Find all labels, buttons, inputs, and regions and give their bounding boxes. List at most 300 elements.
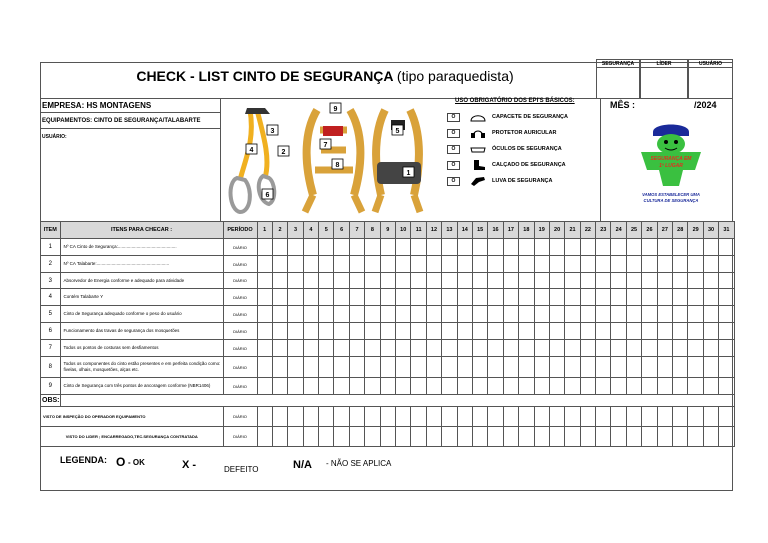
day-check-cell[interactable] — [319, 323, 334, 340]
day-check-cell[interactable] — [611, 256, 626, 273]
day-check-cell[interactable] — [580, 427, 595, 447]
epi-checkbox[interactable]: O — [447, 145, 460, 154]
epi-checkbox[interactable]: O — [447, 113, 460, 122]
obs-field[interactable] — [60, 395, 734, 407]
day-check-cell[interactable] — [657, 239, 672, 256]
day-check-cell[interactable] — [626, 273, 641, 289]
day-check-cell[interactable] — [319, 239, 334, 256]
day-check-cell[interactable] — [719, 427, 734, 447]
day-check-cell[interactable] — [457, 239, 472, 256]
day-check-cell[interactable] — [411, 407, 426, 427]
day-check-cell[interactable] — [272, 357, 287, 378]
day-check-cell[interactable] — [596, 340, 611, 357]
epi-checkbox[interactable]: O — [447, 161, 460, 170]
day-check-cell[interactable] — [288, 323, 303, 340]
day-check-cell[interactable] — [549, 273, 564, 289]
day-check-cell[interactable] — [673, 340, 688, 357]
day-check-cell[interactable] — [488, 357, 503, 378]
day-check-cell[interactable] — [272, 427, 287, 447]
day-check-cell[interactable] — [457, 273, 472, 289]
day-check-cell[interactable] — [549, 340, 564, 357]
day-check-cell[interactable] — [288, 378, 303, 395]
day-check-cell[interactable] — [688, 340, 703, 357]
day-check-cell[interactable] — [596, 239, 611, 256]
day-check-cell[interactable] — [703, 323, 718, 340]
day-check-cell[interactable] — [288, 407, 303, 427]
day-check-cell[interactable] — [549, 306, 564, 323]
day-check-cell[interactable] — [565, 427, 580, 447]
day-check-cell[interactable] — [303, 239, 318, 256]
day-check-cell[interactable] — [272, 239, 287, 256]
day-check-cell[interactable] — [596, 357, 611, 378]
day-check-cell[interactable] — [303, 256, 318, 273]
day-check-cell[interactable] — [580, 378, 595, 395]
day-check-cell[interactable] — [380, 273, 395, 289]
day-check-cell[interactable] — [488, 289, 503, 306]
day-check-cell[interactable] — [565, 239, 580, 256]
day-check-cell[interactable] — [657, 340, 672, 357]
day-check-cell[interactable] — [472, 407, 487, 427]
day-check-cell[interactable] — [349, 427, 364, 447]
day-check-cell[interactable] — [272, 378, 287, 395]
day-check-cell[interactable] — [349, 239, 364, 256]
signature-box-leader[interactable] — [640, 59, 688, 99]
day-check-cell[interactable] — [442, 256, 457, 273]
day-check-cell[interactable] — [703, 407, 718, 427]
day-check-cell[interactable] — [396, 323, 411, 340]
day-check-cell[interactable] — [319, 427, 334, 447]
day-check-cell[interactable] — [549, 289, 564, 306]
day-check-cell[interactable] — [472, 427, 487, 447]
day-check-cell[interactable] — [642, 289, 657, 306]
day-check-cell[interactable] — [626, 378, 641, 395]
day-check-cell[interactable] — [549, 427, 564, 447]
day-check-cell[interactable] — [319, 306, 334, 323]
day-check-cell[interactable] — [380, 323, 395, 340]
day-check-cell[interactable] — [257, 407, 272, 427]
day-check-cell[interactable] — [319, 256, 334, 273]
day-check-cell[interactable] — [580, 340, 595, 357]
day-check-cell[interactable] — [519, 273, 534, 289]
day-check-cell[interactable] — [580, 306, 595, 323]
day-check-cell[interactable] — [719, 306, 734, 323]
day-check-cell[interactable] — [611, 340, 626, 357]
day-check-cell[interactable] — [288, 273, 303, 289]
day-check-cell[interactable] — [673, 273, 688, 289]
day-check-cell[interactable] — [319, 407, 334, 427]
day-check-cell[interactable] — [642, 256, 657, 273]
day-check-cell[interactable] — [580, 273, 595, 289]
day-check-cell[interactable] — [673, 323, 688, 340]
day-check-cell[interactable] — [396, 306, 411, 323]
day-check-cell[interactable] — [488, 378, 503, 395]
day-check-cell[interactable] — [426, 357, 441, 378]
day-check-cell[interactable] — [396, 289, 411, 306]
day-check-cell[interactable] — [703, 340, 718, 357]
day-check-cell[interactable] — [396, 427, 411, 447]
day-check-cell[interactable] — [442, 407, 457, 427]
day-check-cell[interactable] — [703, 427, 718, 447]
day-check-cell[interactable] — [472, 306, 487, 323]
day-check-cell[interactable] — [626, 323, 641, 340]
day-check-cell[interactable] — [596, 256, 611, 273]
day-check-cell[interactable] — [534, 306, 549, 323]
day-check-cell[interactable] — [596, 378, 611, 395]
day-check-cell[interactable] — [534, 407, 549, 427]
day-check-cell[interactable] — [426, 323, 441, 340]
day-check-cell[interactable] — [380, 427, 395, 447]
day-check-cell[interactable] — [565, 256, 580, 273]
day-check-cell[interactable] — [257, 323, 272, 340]
day-check-cell[interactable] — [580, 289, 595, 306]
day-check-cell[interactable] — [442, 378, 457, 395]
day-check-cell[interactable] — [565, 407, 580, 427]
day-check-cell[interactable] — [442, 427, 457, 447]
day-check-cell[interactable] — [534, 256, 549, 273]
day-check-cell[interactable] — [565, 306, 580, 323]
day-check-cell[interactable] — [611, 239, 626, 256]
day-check-cell[interactable] — [611, 407, 626, 427]
day-check-cell[interactable] — [626, 340, 641, 357]
day-check-cell[interactable] — [411, 306, 426, 323]
day-check-cell[interactable] — [642, 323, 657, 340]
day-check-cell[interactable] — [380, 357, 395, 378]
day-check-cell[interactable] — [442, 340, 457, 357]
day-check-cell[interactable] — [334, 273, 349, 289]
day-check-cell[interactable] — [611, 427, 626, 447]
day-check-cell[interactable] — [334, 378, 349, 395]
day-check-cell[interactable] — [426, 407, 441, 427]
day-check-cell[interactable] — [703, 357, 718, 378]
day-check-cell[interactable] — [334, 357, 349, 378]
day-check-cell[interactable] — [303, 427, 318, 447]
day-check-cell[interactable] — [673, 427, 688, 447]
day-check-cell[interactable] — [688, 256, 703, 273]
day-check-cell[interactable] — [319, 340, 334, 357]
day-check-cell[interactable] — [426, 273, 441, 289]
day-check-cell[interactable] — [580, 256, 595, 273]
day-check-cell[interactable] — [611, 323, 626, 340]
day-check-cell[interactable] — [365, 407, 380, 427]
day-check-cell[interactable] — [380, 340, 395, 357]
day-check-cell[interactable] — [349, 306, 364, 323]
day-check-cell[interactable] — [596, 407, 611, 427]
day-check-cell[interactable] — [257, 306, 272, 323]
day-check-cell[interactable] — [257, 256, 272, 273]
day-check-cell[interactable] — [257, 289, 272, 306]
day-check-cell[interactable] — [488, 323, 503, 340]
day-check-cell[interactable] — [411, 239, 426, 256]
day-check-cell[interactable] — [549, 378, 564, 395]
day-check-cell[interactable] — [457, 323, 472, 340]
day-check-cell[interactable] — [657, 427, 672, 447]
day-check-cell[interactable] — [673, 256, 688, 273]
day-check-cell[interactable] — [411, 273, 426, 289]
day-check-cell[interactable] — [596, 273, 611, 289]
day-check-cell[interactable] — [303, 340, 318, 357]
day-check-cell[interactable] — [688, 357, 703, 378]
day-check-cell[interactable] — [303, 378, 318, 395]
day-check-cell[interactable] — [319, 378, 334, 395]
day-check-cell[interactable] — [303, 273, 318, 289]
day-check-cell[interactable] — [472, 340, 487, 357]
day-check-cell[interactable] — [334, 407, 349, 427]
day-check-cell[interactable] — [519, 340, 534, 357]
day-check-cell[interactable] — [534, 427, 549, 447]
day-check-cell[interactable] — [472, 256, 487, 273]
day-check-cell[interactable] — [349, 357, 364, 378]
day-check-cell[interactable] — [457, 306, 472, 323]
day-check-cell[interactable] — [503, 323, 518, 340]
day-check-cell[interactable] — [349, 289, 364, 306]
day-check-cell[interactable] — [519, 427, 534, 447]
day-check-cell[interactable] — [365, 306, 380, 323]
day-check-cell[interactable] — [626, 306, 641, 323]
day-check-cell[interactable] — [626, 289, 641, 306]
day-check-cell[interactable] — [534, 323, 549, 340]
day-check-cell[interactable] — [288, 306, 303, 323]
day-check-cell[interactable] — [288, 340, 303, 357]
day-check-cell[interactable] — [303, 407, 318, 427]
day-check-cell[interactable] — [503, 273, 518, 289]
day-check-cell[interactable] — [503, 239, 518, 256]
day-check-cell[interactable] — [688, 306, 703, 323]
day-check-cell[interactable] — [642, 357, 657, 378]
day-check-cell[interactable] — [365, 239, 380, 256]
day-check-cell[interactable] — [626, 427, 641, 447]
signature-box-user[interactable] — [688, 59, 733, 99]
day-check-cell[interactable] — [519, 323, 534, 340]
day-check-cell[interactable] — [288, 289, 303, 306]
day-check-cell[interactable] — [257, 273, 272, 289]
day-check-cell[interactable] — [549, 239, 564, 256]
day-check-cell[interactable] — [642, 340, 657, 357]
day-check-cell[interactable] — [565, 323, 580, 340]
day-check-cell[interactable] — [411, 340, 426, 357]
day-check-cell[interactable] — [365, 340, 380, 357]
day-check-cell[interactable] — [703, 273, 718, 289]
day-check-cell[interactable] — [565, 357, 580, 378]
day-check-cell[interactable] — [565, 378, 580, 395]
day-check-cell[interactable] — [457, 340, 472, 357]
day-check-cell[interactable] — [534, 378, 549, 395]
day-check-cell[interactable] — [642, 239, 657, 256]
day-check-cell[interactable] — [411, 357, 426, 378]
day-check-cell[interactable] — [488, 306, 503, 323]
day-check-cell[interactable] — [472, 323, 487, 340]
day-check-cell[interactable] — [611, 273, 626, 289]
day-check-cell[interactable] — [349, 340, 364, 357]
day-check-cell[interactable] — [272, 340, 287, 357]
day-check-cell[interactable] — [626, 357, 641, 378]
day-check-cell[interactable] — [319, 357, 334, 378]
day-check-cell[interactable] — [673, 239, 688, 256]
day-check-cell[interactable] — [673, 407, 688, 427]
day-check-cell[interactable] — [611, 289, 626, 306]
day-check-cell[interactable] — [626, 407, 641, 427]
day-check-cell[interactable] — [549, 357, 564, 378]
day-check-cell[interactable] — [442, 239, 457, 256]
day-check-cell[interactable] — [703, 289, 718, 306]
day-check-cell[interactable] — [596, 289, 611, 306]
day-check-cell[interactable] — [334, 256, 349, 273]
day-check-cell[interactable] — [503, 427, 518, 447]
day-check-cell[interactable] — [396, 340, 411, 357]
day-check-cell[interactable] — [642, 306, 657, 323]
day-check-cell[interactable] — [380, 239, 395, 256]
day-check-cell[interactable] — [272, 323, 287, 340]
day-check-cell[interactable] — [319, 289, 334, 306]
day-check-cell[interactable] — [303, 357, 318, 378]
day-check-cell[interactable] — [488, 407, 503, 427]
day-check-cell[interactable] — [442, 273, 457, 289]
day-check-cell[interactable] — [349, 323, 364, 340]
day-check-cell[interactable] — [288, 256, 303, 273]
day-check-cell[interactable] — [365, 289, 380, 306]
day-check-cell[interactable] — [703, 239, 718, 256]
day-check-cell[interactable] — [380, 289, 395, 306]
day-check-cell[interactable] — [642, 407, 657, 427]
day-check-cell[interactable] — [657, 306, 672, 323]
day-check-cell[interactable] — [488, 427, 503, 447]
day-check-cell[interactable] — [688, 239, 703, 256]
day-check-cell[interactable] — [519, 407, 534, 427]
day-check-cell[interactable] — [365, 427, 380, 447]
day-check-cell[interactable] — [596, 306, 611, 323]
user-field[interactable]: USUÁRIO: — [42, 134, 67, 140]
day-check-cell[interactable] — [657, 323, 672, 340]
day-check-cell[interactable] — [719, 407, 734, 427]
day-check-cell[interactable] — [642, 378, 657, 395]
day-check-cell[interactable] — [719, 273, 734, 289]
day-check-cell[interactable] — [411, 256, 426, 273]
day-check-cell[interactable] — [457, 407, 472, 427]
day-check-cell[interactable] — [565, 273, 580, 289]
day-check-cell[interactable] — [365, 256, 380, 273]
month-label[interactable]: MÊS : — [610, 100, 636, 110]
day-check-cell[interactable] — [519, 289, 534, 306]
day-check-cell[interactable] — [519, 256, 534, 273]
day-check-cell[interactable] — [349, 378, 364, 395]
day-check-cell[interactable] — [426, 306, 441, 323]
day-check-cell[interactable] — [534, 239, 549, 256]
day-check-cell[interactable] — [503, 306, 518, 323]
day-check-cell[interactable] — [596, 427, 611, 447]
day-check-cell[interactable] — [688, 289, 703, 306]
day-check-cell[interactable] — [534, 357, 549, 378]
day-check-cell[interactable] — [365, 357, 380, 378]
day-check-cell[interactable] — [688, 407, 703, 427]
day-check-cell[interactable] — [472, 289, 487, 306]
day-check-cell[interactable] — [411, 378, 426, 395]
day-check-cell[interactable] — [719, 239, 734, 256]
day-check-cell[interactable] — [719, 340, 734, 357]
day-check-cell[interactable] — [411, 289, 426, 306]
day-check-cell[interactable] — [396, 378, 411, 395]
day-check-cell[interactable] — [457, 289, 472, 306]
day-check-cell[interactable] — [442, 357, 457, 378]
day-check-cell[interactable] — [519, 239, 534, 256]
day-check-cell[interactable] — [719, 323, 734, 340]
day-check-cell[interactable] — [503, 357, 518, 378]
day-check-cell[interactable] — [442, 289, 457, 306]
day-check-cell[interactable] — [719, 357, 734, 378]
day-check-cell[interactable] — [257, 357, 272, 378]
day-check-cell[interactable] — [688, 323, 703, 340]
day-check-cell[interactable] — [288, 357, 303, 378]
day-check-cell[interactable] — [719, 289, 734, 306]
day-check-cell[interactable] — [380, 306, 395, 323]
day-check-cell[interactable] — [426, 256, 441, 273]
day-check-cell[interactable] — [657, 256, 672, 273]
day-check-cell[interactable] — [272, 273, 287, 289]
day-check-cell[interactable] — [396, 407, 411, 427]
day-check-cell[interactable] — [534, 289, 549, 306]
day-check-cell[interactable] — [503, 256, 518, 273]
day-check-cell[interactable] — [365, 378, 380, 395]
day-check-cell[interactable] — [611, 378, 626, 395]
day-check-cell[interactable] — [396, 273, 411, 289]
day-check-cell[interactable] — [657, 289, 672, 306]
day-check-cell[interactable] — [657, 357, 672, 378]
day-check-cell[interactable] — [488, 340, 503, 357]
day-check-cell[interactable] — [334, 239, 349, 256]
day-check-cell[interactable] — [488, 239, 503, 256]
day-check-cell[interactable] — [272, 289, 287, 306]
day-check-cell[interactable] — [334, 427, 349, 447]
day-check-cell[interactable] — [534, 340, 549, 357]
day-check-cell[interactable] — [396, 239, 411, 256]
day-check-cell[interactable] — [657, 378, 672, 395]
day-check-cell[interactable] — [349, 407, 364, 427]
day-check-cell[interactable] — [457, 427, 472, 447]
day-check-cell[interactable] — [411, 323, 426, 340]
day-check-cell[interactable] — [534, 273, 549, 289]
day-check-cell[interactable] — [257, 427, 272, 447]
day-check-cell[interactable] — [549, 256, 564, 273]
day-check-cell[interactable] — [257, 239, 272, 256]
day-check-cell[interactable] — [380, 407, 395, 427]
day-check-cell[interactable] — [288, 427, 303, 447]
day-check-cell[interactable] — [426, 378, 441, 395]
day-check-cell[interactable] — [673, 289, 688, 306]
day-check-cell[interactable] — [272, 306, 287, 323]
day-check-cell[interactable] — [688, 273, 703, 289]
day-check-cell[interactable] — [703, 256, 718, 273]
day-check-cell[interactable] — [519, 357, 534, 378]
day-check-cell[interactable] — [334, 323, 349, 340]
day-check-cell[interactable] — [365, 273, 380, 289]
day-check-cell[interactable] — [472, 239, 487, 256]
day-check-cell[interactable] — [549, 407, 564, 427]
day-check-cell[interactable] — [596, 323, 611, 340]
day-check-cell[interactable] — [349, 256, 364, 273]
day-check-cell[interactable] — [396, 357, 411, 378]
day-check-cell[interactable] — [503, 289, 518, 306]
day-check-cell[interactable] — [303, 323, 318, 340]
day-check-cell[interactable] — [380, 378, 395, 395]
day-check-cell[interactable] — [719, 378, 734, 395]
day-check-cell[interactable] — [657, 407, 672, 427]
day-check-cell[interactable] — [442, 323, 457, 340]
day-check-cell[interactable] — [426, 289, 441, 306]
day-check-cell[interactable] — [457, 357, 472, 378]
day-check-cell[interactable] — [272, 407, 287, 427]
day-check-cell[interactable] — [303, 306, 318, 323]
day-check-cell[interactable] — [334, 340, 349, 357]
day-check-cell[interactable] — [457, 256, 472, 273]
day-check-cell[interactable] — [673, 306, 688, 323]
